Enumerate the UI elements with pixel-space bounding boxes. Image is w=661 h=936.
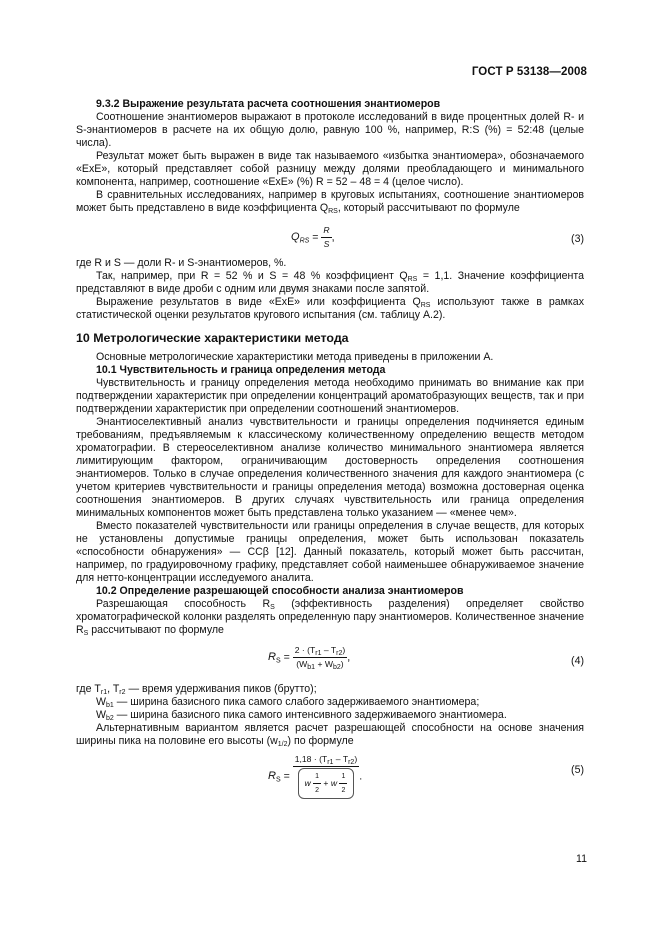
where-clause: $W_{b1}$ — ширина базисного пика самого слабого задерживаемого энантиомера; [96,696,480,709]
paragraph: Результат может быть выражен в виде так называемого «избытка энантиомера», обозначаемого «ExE», который представляет собой разницу между долями преобладающего и минимального компонента, например, соотношение «ExE» (%) R = 52 – 48 = 4 (целое число). [76,150,584,188]
where-clause: где $T_{r1}$, $T_{r2}$ — время удерживания пиков (брутто); [76,683,317,696]
paragraph: В сравнительных исследованиях, например в круговых испытаниях, соотношение энантиомеров может быть представлено в виде коэффициента $Q_{RS}$, который рассчитывают по формуле [76,189,584,215]
paragraph: Разрешающая способность $R_S$ (эффективность разделения) определяет свойство хроматографической колонки разделять определенную пару энантиомеров. Количественное значение $R_S$ рассчитывают по формуле [76,598,584,637]
paragraph: Чувствительность и границу определения метода необходимо принимать во внимание как при подтверждении характеристик при определении концентраций ароматобразующих веществ, так и при подтверждении характеристик при определении соотношений энантиомеров. [76,377,584,415]
formula-number: (3) [571,233,584,245]
section-9-3-2 [76,98,584,816]
page-number: 11 [576,853,587,865]
formula-number: (5) [571,764,584,776]
paragraph: Так, например, при R = 52 % и S = 48 % коэффициент $Q_{RS} = 1,1$. Значение коэффициента представляют в виде дроби с одним или двумя знаками после запятой. [76,270,584,295]
where-clause: где R и S — доли R- и S-энантиомеров, %. [76,257,287,269]
where-clause: $W_{b2}$ — ширина базисного пика самого интенсивного задерживаемого энантиомера. [96,709,507,722]
paragraph: Основные метрологические характеристики метода приведены в приложении А. [96,351,494,363]
paragraph: Вместо показателей чувствительности или границы определения в случае веществ, для которых не установлены допустимые границы определения, может быть использован показатель «способности обнаружения» — CCβ [12]. Данный показатель, который может быть рассчитан, например, по градуировочному графику, представляет собой наименьшее обнаруживаемое значение для нетто-концентрации исследуемого аналита. [76,520,584,584]
formula-number: (4) [571,655,584,667]
paragraph: Альтернативным вариантом является расчет разрешающей способности на основе значения ширины пика на половине его высоты $(w_{1/2})$ по формуле [76,722,584,748]
section-heading-10-1: 10.1 Чувствительность и граница определения метода [96,364,386,376]
section-heading-9-3-2: 9.3.2 Выражение результата расчета соотношения энантиомеров [96,98,441,110]
formula-4: $R_S$ = $\frac{2 \cdot (T_{r1} - T_{r2})}{(W_{b1} + W_{b2})}$ , (4) [268,645,584,671]
paragraph: Энантиоселективный анализ чувствительности и границы определения подчиняется единым требованиям, предъявляемым к классическому количественному определению веществ методом хроматографии. В стереоселективном анализе количество минимального энантиомера является лимитирующим фактором, ограничивающим достоверность определения соотношения энантиомеров. Только в случае определения количественного значения для каждого энантиомера (с учетом критериев чувствительности и границы определения метода) возможна достоверная оценка соотношения энантиомеров. В других случаях чувствительность или граница определения минимальных компонентов может быть представлена только указанием — «менее чем». [76,416,584,519]
standard-code-header: ГОСТ Р 53138—2008 [471,66,587,78]
paragraph: Выражение результатов в виде «ExE» или коэффициента $Q_{RS}$ используют также в рамках статистической оценки результатов кругового испытания (см. таблицу А.2). [76,296,584,321]
formula-3: $Q_{RS}$ = $\frac{R}{S}$ , (3) [291,225,584,249]
formula-5: $R_S$ = $1,18 \cdot (T_{r1} - T_{r2})$ w $\frac{1}{2}$ + w $\frac{1}{2}$ . (5) [76,752,584,816]
section-heading-10-2: 10.2 Определение разрешающей способности анализа энантиомеров [96,585,464,597]
paragraph: Соотношение энантиомеров выражают в протоколе исследований в виде процентных долей R- и S-энантиомеров в расчете на их общую долю, равную 100 %, например, R:S (%) = 52:48 (целые числа). [76,111,584,149]
section-heading-10: 10 Метрологические характеристики метода [76,331,349,345]
